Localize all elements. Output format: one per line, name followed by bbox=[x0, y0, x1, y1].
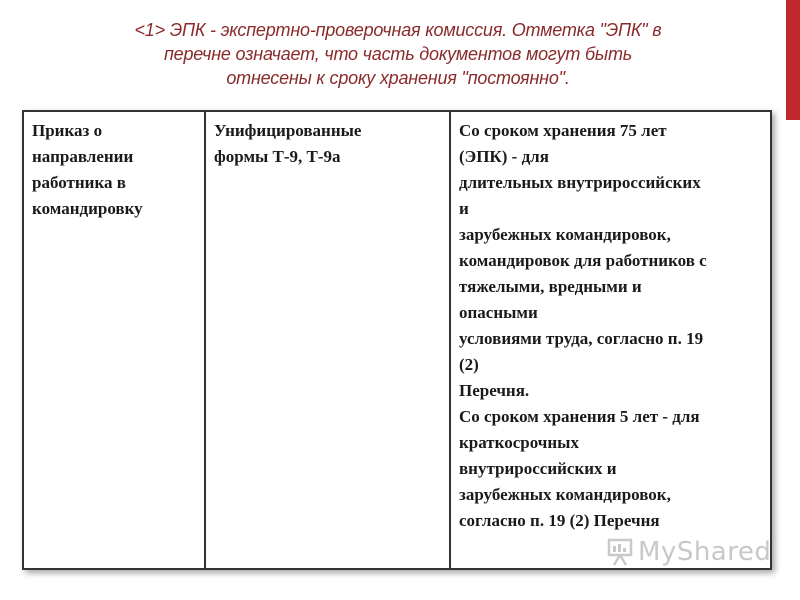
cell-line: Перечня. bbox=[459, 381, 530, 400]
cell-line: опасными bbox=[459, 303, 538, 322]
cell-line: (2) bbox=[459, 355, 479, 374]
cell-line: зарубежных командировок, bbox=[459, 485, 671, 504]
cell-line: Унифицированные bbox=[214, 121, 362, 140]
cell-line: внутрироссийских и bbox=[459, 459, 617, 478]
accent-bar bbox=[786, 0, 800, 120]
cell-line: Со сроком хранения 75 лет bbox=[459, 121, 667, 140]
heading-line: <1> ЭПК - экспертно-проверочная комиссия. Отметка "ЭПК" в bbox=[134, 20, 662, 40]
cell-form-type bbox=[205, 112, 450, 568]
watermark-text: MyShared bbox=[638, 537, 772, 567]
cell-line: зарубежных командировок, bbox=[459, 225, 671, 244]
heading-line: отнесены к сроку хранения "постоянно". bbox=[226, 68, 570, 88]
cell-line: и bbox=[459, 199, 469, 218]
watermark bbox=[606, 537, 771, 567]
presentation-icon bbox=[606, 537, 634, 567]
cell-line: Приказ о bbox=[32, 121, 103, 140]
cell-line: Со сроком хранения 5 лет - для bbox=[459, 407, 700, 426]
cell-retention-period bbox=[450, 112, 770, 568]
cell-line: тяжелыми, вредными и bbox=[459, 277, 642, 296]
document-table bbox=[22, 110, 772, 570]
cell-line: краткосрочных bbox=[459, 433, 579, 452]
table-row bbox=[24, 112, 770, 568]
cell-line: длительных внутрироссийских bbox=[459, 173, 701, 192]
cell-line: работника в bbox=[32, 173, 126, 192]
heading-line: перечне означает, что часть документов могут быть bbox=[163, 44, 633, 64]
footnote-heading bbox=[38, 18, 758, 90]
cell-line: согласно п. 19 (2) Перечня bbox=[459, 511, 660, 530]
cell-line: (ЭПК) - для bbox=[459, 147, 549, 166]
cell-line: направлении bbox=[32, 147, 134, 166]
cell-line: условиями труда, согласно п. 19 bbox=[459, 329, 704, 348]
cell-line: командировку bbox=[32, 199, 143, 218]
cell-line: формы Т-9, Т-9а bbox=[214, 147, 341, 166]
cell-document-name bbox=[24, 112, 205, 568]
cell-line: командировок для работников с bbox=[459, 251, 707, 270]
